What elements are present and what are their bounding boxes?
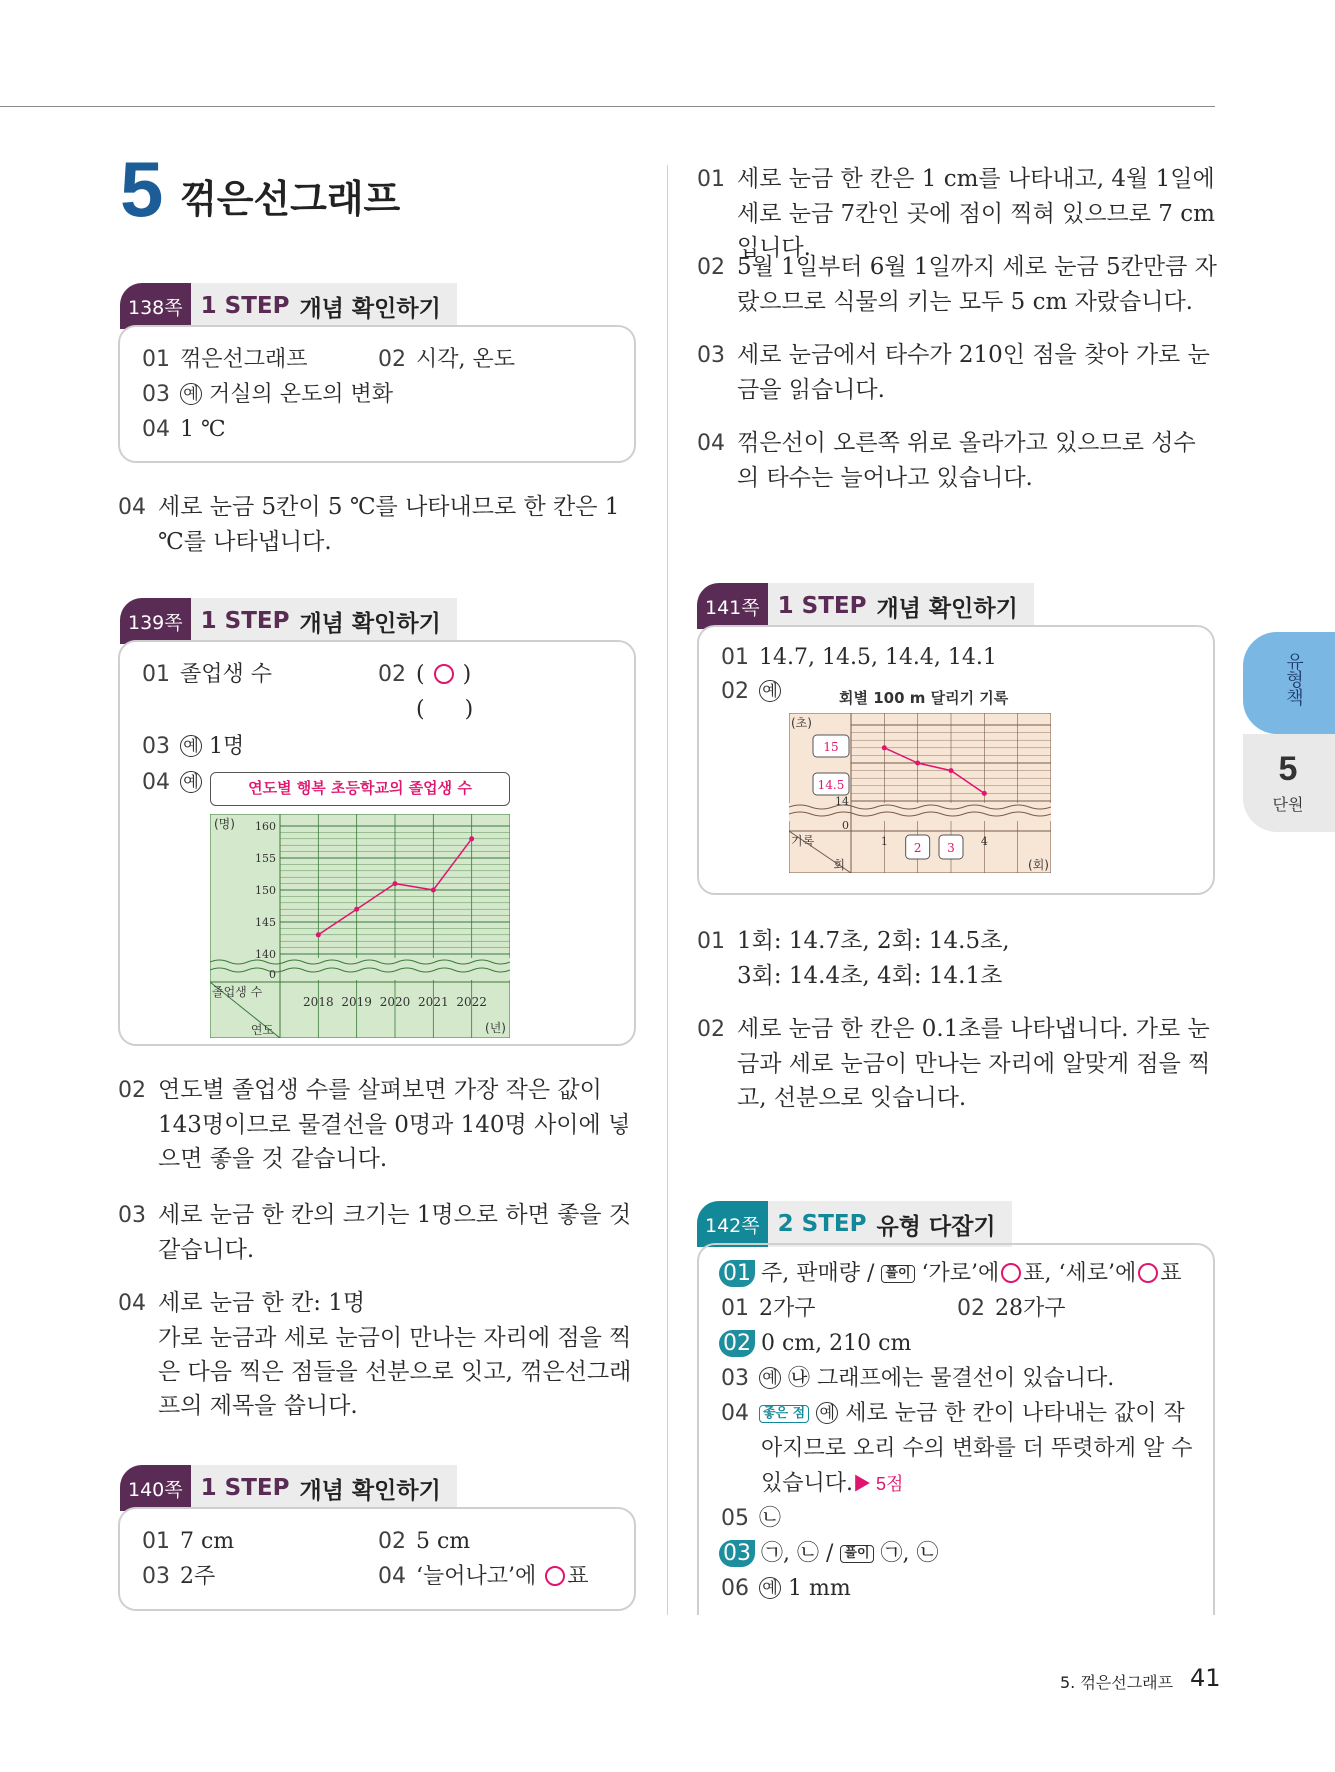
good-point-tag: 좋은 점: [759, 1405, 809, 1423]
x-tick-label: 4: [980, 835, 988, 848]
step-label: 1 STEP: [200, 608, 290, 634]
side-tab-unit[interactable]: 5 단원: [1243, 734, 1335, 832]
answer: 시각, 온도: [416, 347, 515, 372]
explanation-140-01: 01 세로 눈금 한 칸은 1 cm를 나타내고, 4월 1일에 세로 눈금 7칸인 곳에 점이 찍혀 있으므로 7 cm입니다.: [697, 166, 1215, 261]
data-point: [949, 768, 954, 773]
footer-chapter: 5. 꺾은선그래프: [1060, 1673, 1174, 1692]
y-tick-label: 145: [255, 916, 276, 929]
answer: 거실의 온도의 변화: [209, 382, 394, 407]
x-tick-label: 2020: [379, 995, 411, 1009]
y-tick-label: 14: [835, 795, 849, 808]
section-title: 개념 확인하기: [299, 610, 441, 637]
answer-box-138: 01 꺾은선그래프 02 시각, 온도 03 예 거실의 온도의 변화 04 1 ℃: [118, 325, 636, 463]
top-rule: [0, 106, 1215, 107]
data-point: [316, 932, 321, 937]
step-label: 1 STEP: [200, 1475, 290, 1501]
chapter-title: 꺾은선그래프: [180, 177, 401, 221]
step-label: 2 STEP: [777, 1211, 867, 1237]
explanation-141-01: 01 1회: 14.7초, 2회: 14.5초, 3회: 14.4초, 4회: 14.1초: [697, 928, 1010, 989]
circle-mark: [545, 1566, 565, 1586]
answer-box-140: 01 7 cm 02 5 cm 03 2주 04 ‘늘어나고’에 표: [118, 1507, 636, 1611]
corner-top-label: 졸업생 수: [212, 985, 263, 999]
circle-mark: [434, 664, 454, 684]
answer-box-141: 01 14.7, 14.5, 14.4, 14.1 02 예 회별 100 m 달리기 기록 (초) 15 14.5 14 0 기록 회 (회) 1 2 3 4: [697, 625, 1215, 895]
section-title: 개념 확인하기: [299, 1477, 441, 1504]
corner-bottom-label: 회: [833, 858, 845, 872]
data-point: [915, 761, 920, 766]
x-tick-label: 2019: [341, 995, 372, 1009]
data-point: [431, 888, 436, 893]
section-title: 개념 확인하기: [876, 595, 1018, 622]
explanation-139-03: 03 세로 눈금 한 칸의 크기는 1명으로 하면 좋을 것 같습니다.: [118, 1202, 632, 1263]
answer: 1 ℃: [180, 417, 226, 442]
y-tick-label: 160: [255, 820, 276, 833]
explanation-140-03: 03 세로 눈금에서 타수가 210인 점을 찾아 가로 눈금을 읽습니다.: [697, 342, 1210, 403]
solution-tag: 풀이: [840, 1545, 873, 1563]
page-number: 41: [1190, 1664, 1221, 1692]
y-tick-label: 15: [823, 740, 839, 754]
y-tick-label: 0: [269, 968, 276, 981]
section-header-142: [697, 1201, 1012, 1247]
section-header-139: [120, 598, 457, 644]
x-tick-label: 3: [947, 841, 955, 855]
data-point: [354, 907, 359, 912]
y-unit-label: (초): [791, 716, 812, 730]
answer-box-142: 01 주, 판매량 / 풀이 ‘가로’에 표, ‘세로’에 표 01 2가구 02 28가구 02 0 cm, 210 cm 03 예 ㉯ 그래프에는 물결선이 있습니다. 04 좋은 점 예 세로 눈금 한 칸이 나타내는 값이 작 아지므로 오리 수의 변화를 더 뚜렷하게 알 수 있습니다.▶ 5점 05 ㉡ 03 ㉠, ㉡ / 풀이 ㉠, ㉡ 06 예 1 mm: [697, 1243, 1215, 1615]
answer-box-139: 01 졸업생 수 02 ( ) ( ) 03 예 1명 04 예 연도별 행복 초등학교의 졸업생 수 160 155 150 145 140 0 (명) (년) 졸업생 수 연도 2018 2019 2020 2021 2022: [118, 640, 636, 1046]
explanation-139-04: 04 세로 눈금 한 칸: 1명 가로 눈금과 세로 눈금이 만나는 자리에 점을 찍은 다음 찍은 점들을 선분으로 잇고, 꺾은선그래프의 제목을 씁니다.: [118, 1290, 632, 1419]
y-tick-label: 14.5: [817, 778, 845, 792]
explanation-140-02: 02 5월 1일부터 6월 1일까지 세로 눈금 5칸만큼 자랐으므로 식물의 키는 모두 5 cm 자랐습니다.: [697, 254, 1217, 315]
corner-top-label: 기록: [791, 834, 815, 848]
answer: 꺾은선그래프: [180, 347, 308, 372]
graduates-line-chart: [210, 814, 510, 1038]
section-header-140: [120, 1465, 457, 1511]
corner-bottom-label: 연도: [250, 1023, 274, 1037]
x-unit-label: (년): [485, 1021, 506, 1035]
data-point: [393, 881, 398, 886]
page-tag: 141쪽: [697, 583, 768, 629]
y-tick-label: 150: [255, 884, 276, 897]
y-tick-label: 155: [255, 852, 276, 865]
explanation-141-02: 02 세로 눈금 한 칸은 0.1초를 나타냅니다. 가로 눈금과 세로 눈금이 만나는 자리에 알맞게 점을 찍고, 선분으로 잇습니다.: [697, 1016, 1211, 1111]
y-tick-label: 0: [842, 819, 849, 832]
x-tick-label: 2018: [303, 995, 334, 1009]
running-record-line-chart: [789, 713, 1051, 873]
x-tick-label: 1: [880, 835, 888, 848]
side-tab-type-book[interactable]: 유형책: [1243, 632, 1335, 734]
step-label: 1 STEP: [777, 593, 867, 619]
example-mark: 예: [180, 383, 202, 405]
explanation-140-04: 04 꺾은선이 오른쪽 위로 올라가고 있으므로 성수의 타수는 늘어나고 있습니다.: [697, 430, 1196, 491]
page-tag: 142쪽: [697, 1201, 768, 1247]
chapter-number: 5: [120, 145, 164, 233]
y-tick-label: 140: [255, 948, 276, 961]
step-label: 1 STEP: [200, 293, 290, 319]
x-unit-label: (회): [1028, 858, 1049, 872]
y-unit-label: (명): [214, 817, 235, 831]
explanation-139-02: 02 연도별 졸업생 수를 살펴보면 가장 작은 값이 143명이므로 물결선을 0명과 140명 사이에 넣으면 좋을 것 같습니다.: [118, 1077, 631, 1172]
x-tick-label: 2: [913, 841, 922, 855]
section-header-141: [697, 583, 1034, 629]
section-header-138: [120, 283, 457, 329]
page-tag: 140쪽: [120, 1465, 191, 1511]
explanation-138-04: 04 세로 눈금 5칸이 5 ℃를 나타내므로 한 칸은 1 ℃를 나타냅니다.: [118, 494, 620, 555]
score-label: ▶ 5점: [853, 1474, 904, 1494]
section-title: 개념 확인하기: [299, 295, 441, 322]
x-tick-label: 2021: [418, 995, 449, 1009]
chart-title: 연도별 행복 초등학교의 졸업생 수: [210, 772, 510, 806]
section-title: 유형 다잡기: [876, 1213, 996, 1240]
x-tick-label: 2022: [456, 995, 487, 1009]
column-divider: [667, 165, 668, 1615]
data-point: [982, 791, 987, 796]
page-tag: 139쪽: [120, 598, 191, 644]
solution-tag: 풀이: [881, 1265, 914, 1283]
chart-title: 회별 100 m 달리기 기록: [839, 689, 1009, 707]
page-tag: 138쪽: [120, 283, 191, 329]
data-point: [469, 836, 474, 841]
data-point: [882, 745, 887, 750]
